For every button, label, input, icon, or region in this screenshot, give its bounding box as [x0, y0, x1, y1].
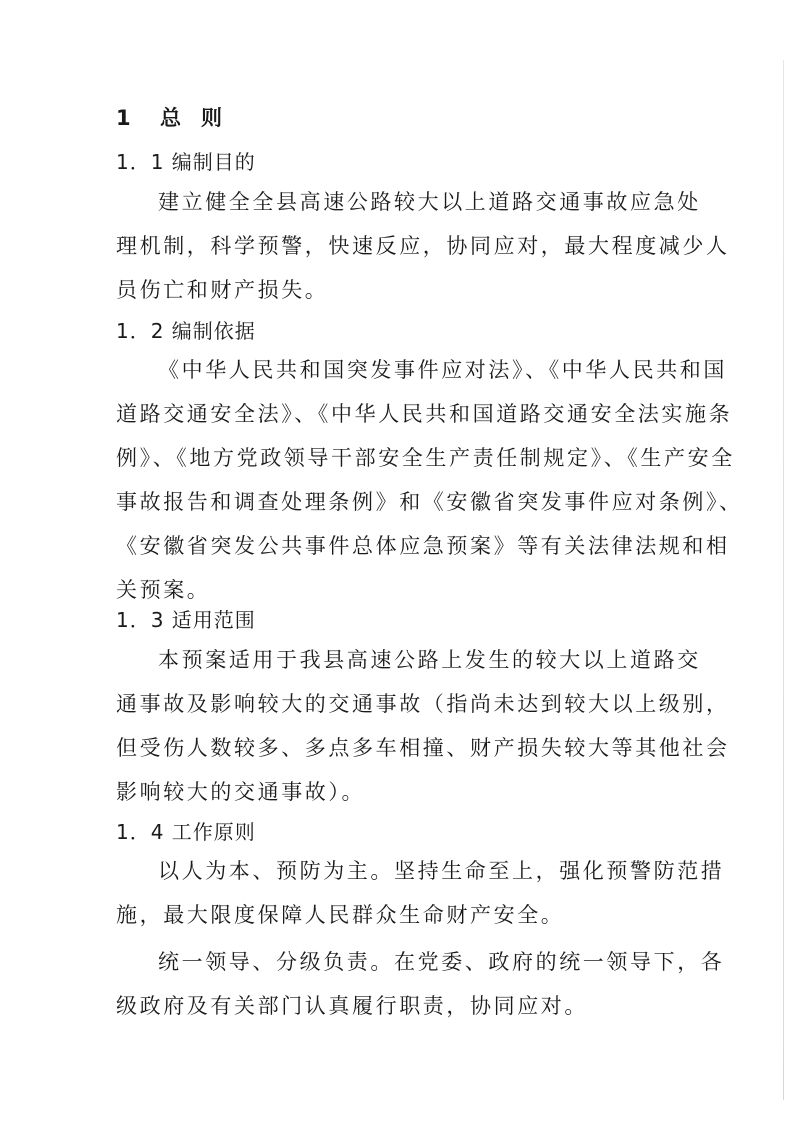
paragraph-1-2: [116, 348, 743, 612]
text-line: 施，最大限度保障人民群众生命财产安全。: [116, 903, 565, 927]
text-line: 道路交通安全法》、《中华人民共和国道路交通安全法实施条: [116, 402, 733, 426]
text-line: 事故报告和调查处理条例》和《安徽省突发事件应对条例》、: [116, 490, 743, 514]
text-line: 建立健全全县高速公路较大以上道路交通事故应急处: [158, 190, 701, 214]
section-heading-1-2: 1．2 编制依据: [116, 319, 256, 343]
text-line: 例》、《地方党政领导干部安全生产责任制规定》、《生产安全: [116, 446, 735, 470]
text-line: 级政府及有关部门认真履行职责，协同应对。: [116, 994, 588, 1018]
chapter-heading: [116, 102, 224, 132]
paragraph-1-1: [116, 180, 730, 312]
text-line: 统一领导、分级负责。在党委、政府的统一领导下，各: [158, 950, 725, 974]
chapter-number: 1: [116, 106, 133, 130]
section-heading-1-4: 1．4 工作原则: [116, 820, 256, 844]
scan-edge-line: [783, 60, 784, 1100]
text-line: 员伤亡和财产损失。: [116, 278, 329, 302]
chapter-title-part2: 则: [200, 106, 224, 130]
text-line: 《安徽省突发公共事件总体应急预案》等有关法律法规和相: [116, 534, 730, 558]
text-line: 影响较大的交通事故）。: [116, 780, 366, 804]
text-line: 关预案。: [116, 578, 211, 602]
chapter-title-part1: 总: [159, 106, 183, 130]
text-line: 理机制，科学预警，快速反应，协同应对，最大程度减少人: [116, 234, 730, 258]
paragraph-1-3: [116, 638, 730, 814]
paragraph-1-4-b: [116, 940, 725, 1028]
paragraph-1-4-a: [116, 849, 725, 937]
section-heading-1-3: 1．3 适用范围: [116, 608, 256, 632]
text-line: 以人为本、预防为主。坚持生命至上，强化预警防范措: [158, 859, 725, 883]
section-heading-1-1: 1．1 编制目的: [116, 150, 256, 174]
text-line: 《中华人民共和国突发事件应对法》、《中华人民共和国: [158, 358, 727, 382]
text-line: 本预案适用于我县高速公路上发生的较大以上道路交: [158, 648, 701, 672]
text-line: 但受伤人数较多、多点多车相撞、财产损失较大等其他社会: [116, 736, 730, 760]
text-line: 通事故及影响较大的交通事故（指尚未达到较大以上级别，: [116, 692, 730, 716]
